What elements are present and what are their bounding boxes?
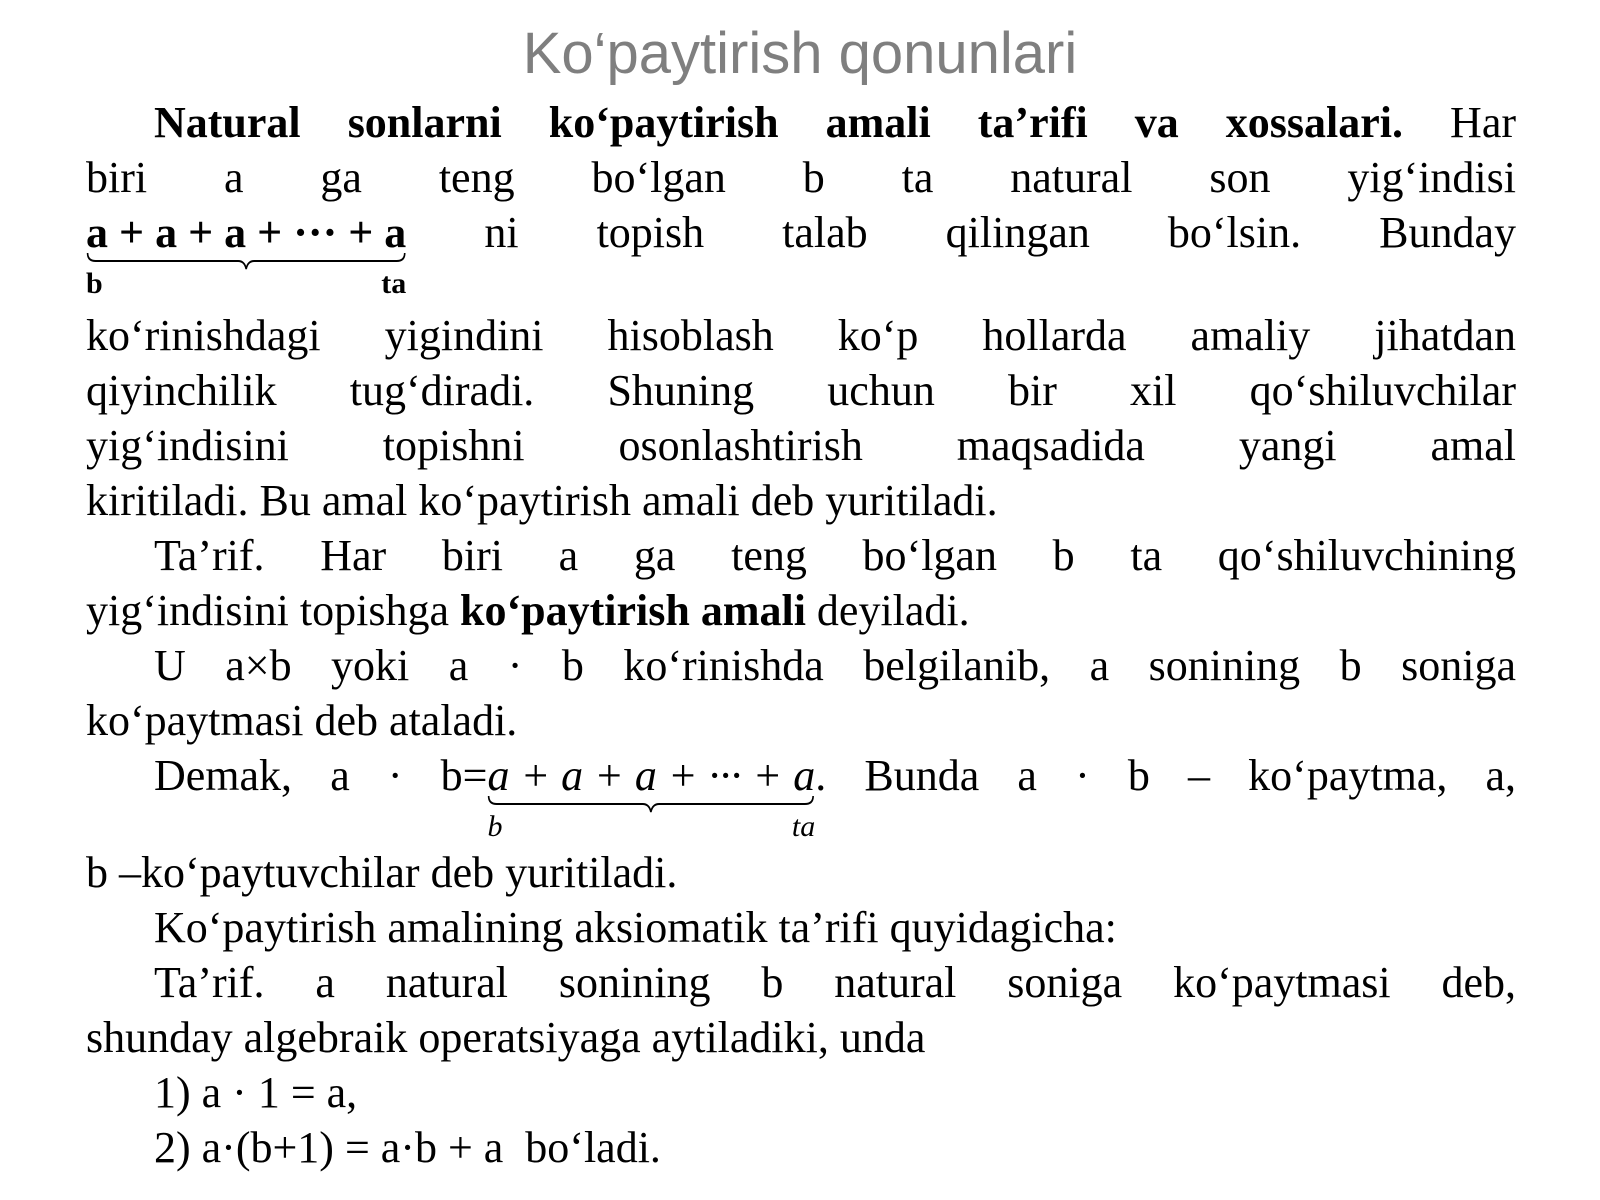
- p4-pre: Demak, a · b=: [154, 751, 488, 800]
- p1-line-6: yig‘indisini topishni osonlashtirish maqsadida yangi amal: [86, 421, 1516, 470]
- sum-expression-1: [86, 205, 407, 300]
- underbrace-1-label: b ta: [86, 267, 407, 300]
- p2-line-2-post: deyiladi.: [816, 586, 970, 635]
- p1-line-1: [86, 95, 1516, 150]
- axiom-item-2: 2) a·(b+1) = a·b + a bo‘ladi.: [154, 1123, 661, 1172]
- underbrace-2-label: b ta: [487, 810, 816, 843]
- section-heading: Natural sonlarni ko‘paytirish amali ta’rifi va xossalari.: [154, 98, 1403, 147]
- p2-line-2-pre: yig‘indisini topishga: [86, 586, 449, 635]
- p3-line-1: U a×b yoki a · b ko‘rinishda belgilanib, a sonining b soniga: [154, 641, 1516, 690]
- p3-line-2: ko‘paytmasi deb ataladi.: [86, 696, 518, 745]
- p1-line-5: qiyinchilik tug‘diradi. Shuning uchun bir xil qo‘shiluvchilar: [86, 366, 1516, 415]
- p1-line-1-tail: Har: [1450, 98, 1517, 147]
- sum-expression-1-text: a + a + a + ··· + a: [86, 208, 407, 257]
- p1-line-3: [86, 205, 1517, 300]
- slide-title: Ko‘paytirish qonunlari: [522, 21, 1078, 86]
- document-body: [86, 95, 1516, 1175]
- p1-line-2: biri a ga teng bo‘lgan b ta natural son yig‘indisi: [86, 153, 1516, 202]
- p1-line-4: ko‘rinishdagi yigindini hisoblash ko‘p hollarda amaliy jihatdan: [86, 311, 1516, 360]
- p1-line-7: kiritiladi. Bu amal ko‘paytirish amali deb yuritiladi.: [86, 476, 998, 525]
- p2-line-1: Ta’rif. Har biri a ga teng bo‘lgan b ta qo‘shiluvchining: [154, 531, 1516, 580]
- p6-line-1: Ta’rif. a natural sonining b natural soniga ko‘paytmasi deb,: [154, 958, 1516, 1007]
- sum-expression-2-text: a + a + a + ··· + a: [487, 751, 816, 800]
- p6-line-2: shunday algebraik operatsiyaga aytiladiki, unda: [86, 1013, 926, 1062]
- p5-line-1: Ko‘paytirish amalining aksiomatik ta’rifi quyidagicha:: [154, 903, 1117, 952]
- term-multiplication: ko‘paytirish amali: [460, 586, 806, 635]
- p1-line-3-tail: ni topish talab qilingan bo‘lsin. Bunday: [484, 208, 1517, 257]
- p2-line-2: [86, 583, 1516, 638]
- axiom-item-1: 1) a · 1 = a,: [154, 1068, 358, 1117]
- sum-expression-2: [487, 748, 816, 843]
- p4-line-2: b –ko‘paytuvchilar deb yuritiladi.: [86, 848, 678, 897]
- p4-line-1: [86, 748, 1516, 843]
- p4-post: . Bunda a · b – ko‘paytma, a,: [815, 751, 1516, 800]
